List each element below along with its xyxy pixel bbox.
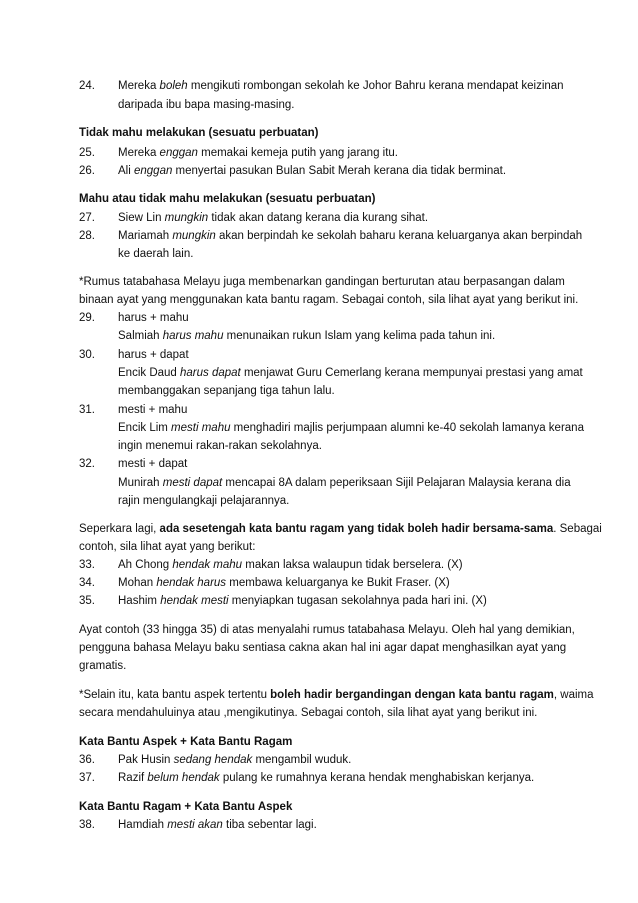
example-sentence: Mariamah mungkin akan berpindah ke sekolah baharu kerana keluarganya akan berpindah: [118, 230, 583, 242]
item-number: 24.: [79, 80, 95, 92]
example-sentence: Siew Lin mungkin tidak akan datang kerana dia kurang sihat.: [118, 212, 429, 224]
item-number: 28.: [79, 230, 95, 242]
item-number: 34.: [79, 577, 95, 589]
example-sentence: Ali enggan menyertai pasukan Bulan Sabit Merah kerana dia tidak berminat.: [118, 165, 507, 177]
section-heading: Tidak mahu melakukan (sesuatu perbuatan): [79, 127, 319, 139]
example-sentence: Hamdiah mesti akan tiba sebentar lagi.: [118, 819, 317, 831]
example-sentence: Mereka boleh mengikuti rombongan sekolah ke Johor Bahru kerana mendapat keizinan: [118, 80, 564, 92]
item-number: 35.: [79, 595, 95, 607]
item-number: 25.: [79, 147, 95, 159]
section-heading: Mahu atau tidak mahu melakukan (sesuatu perbuatan): [79, 193, 376, 205]
section-heading: Kata Bantu Aspek + Kata Bantu Ragam: [79, 736, 293, 748]
example-sentence: Encik Daud harus dapat menjawat Guru Cemerlang kerana mempunyai prestasi yang amat: [118, 367, 583, 379]
example-sentence: Mohan hendak harus membawa keluarganya ke Bukit Fraser. (X): [118, 577, 450, 589]
pair-label: harus + mahu: [118, 312, 189, 324]
example-sentence: Salmiah harus mahu menunaikan rukun Islam yang kelima pada tahun ini.: [118, 330, 496, 342]
example-sentence: Munirah mesti dapat mencapai 8A dalam peperiksaan Sijil Pelajaran Malaysia kerana dia: [118, 477, 571, 489]
example-sentence: Hashim hendak mesti menyiapkan tugasan sekolahnya pada hari ini. (X): [118, 595, 487, 607]
example-sentence-cont: membanggakan sepanjang tiga tahun lalu.: [118, 385, 335, 397]
item-number: 36.: [79, 754, 95, 766]
item-number: 31.: [79, 404, 95, 416]
pair-label: harus + dapat: [118, 349, 189, 361]
paragraph-line: contoh, sila lihat ayat yang berikut:: [79, 541, 256, 553]
section-heading: Kata Bantu Ragam + Kata Bantu Aspek: [79, 801, 293, 813]
example-sentence-cont: ingin menemui rakan-rakan sekolahnya.: [118, 440, 322, 452]
item-number: 38.: [79, 819, 95, 831]
paragraph-line: secara mendahuluinya atau ,mengikutinya. Sebagai contoh, sila lihat ayat yang berikut ini.: [79, 707, 538, 719]
paragraph-line: Seperkara lagi, ada sesetengah kata bantu ragam yang tidak boleh hadir bersama-sama. Sebagai: [79, 523, 602, 535]
pair-label: mesti + mahu: [118, 404, 188, 416]
paragraph-line: *Rumus tatabahasa Melayu juga membenarkan gandingan berturutan atau berpasangan dalam: [79, 276, 565, 288]
paragraph-line: Ayat contoh (33 hingga 35) di atas menyalahi rumus tatabahasa Melayu. Oleh hal yang demikian,: [79, 624, 575, 636]
item-number: 30.: [79, 349, 95, 361]
item-number: 26.: [79, 165, 95, 177]
paragraph-line: pengguna bahasa Melayu baku sentiasa cakna akan hal ini agar dapat menghasilkan ayat yang: [79, 642, 567, 654]
example-sentence: Pak Husin sedang hendak mengambil wuduk.: [118, 754, 352, 766]
example-sentence: Encik Lim mesti mahu menghadiri majlis perjumpaan alumni ke-40 sekolah lamanya kerana: [118, 422, 584, 434]
item-number: 27.: [79, 212, 95, 224]
example-sentence-cont: daripada ibu bapa masing-masing.: [118, 99, 295, 111]
example-sentence-cont: ke daerah lain.: [118, 248, 194, 260]
item-number: 29.: [79, 312, 95, 324]
paragraph-line: *Selain itu, kata bantu aspek tertentu boleh hadir bergandingan dengan kata bantu ragam, waima: [79, 689, 594, 701]
item-number: 33.: [79, 559, 95, 571]
example-sentence-cont: rajin mengulangkaji pelajarannya.: [118, 495, 290, 507]
item-number: 32.: [79, 458, 95, 470]
paragraph-line: gramatis.: [79, 660, 127, 672]
example-sentence: Mereka enggan memakai kemeja putih yang jarang itu.: [118, 147, 398, 159]
paragraph-line: binaan ayat yang menggunakan kata bantu ragam. Sebagai contoh, sila lihat ayat yang berikut ini.: [79, 294, 579, 306]
item-number: 37.: [79, 772, 95, 784]
example-sentence: Ah Chong hendak mahu makan laksa walaupun tidak berselera. (X): [118, 559, 463, 571]
example-sentence: Razif belum hendak pulang ke rumahnya kerana hendak menghabiskan kerjanya.: [118, 772, 535, 784]
pair-label: mesti + dapat: [118, 458, 188, 470]
